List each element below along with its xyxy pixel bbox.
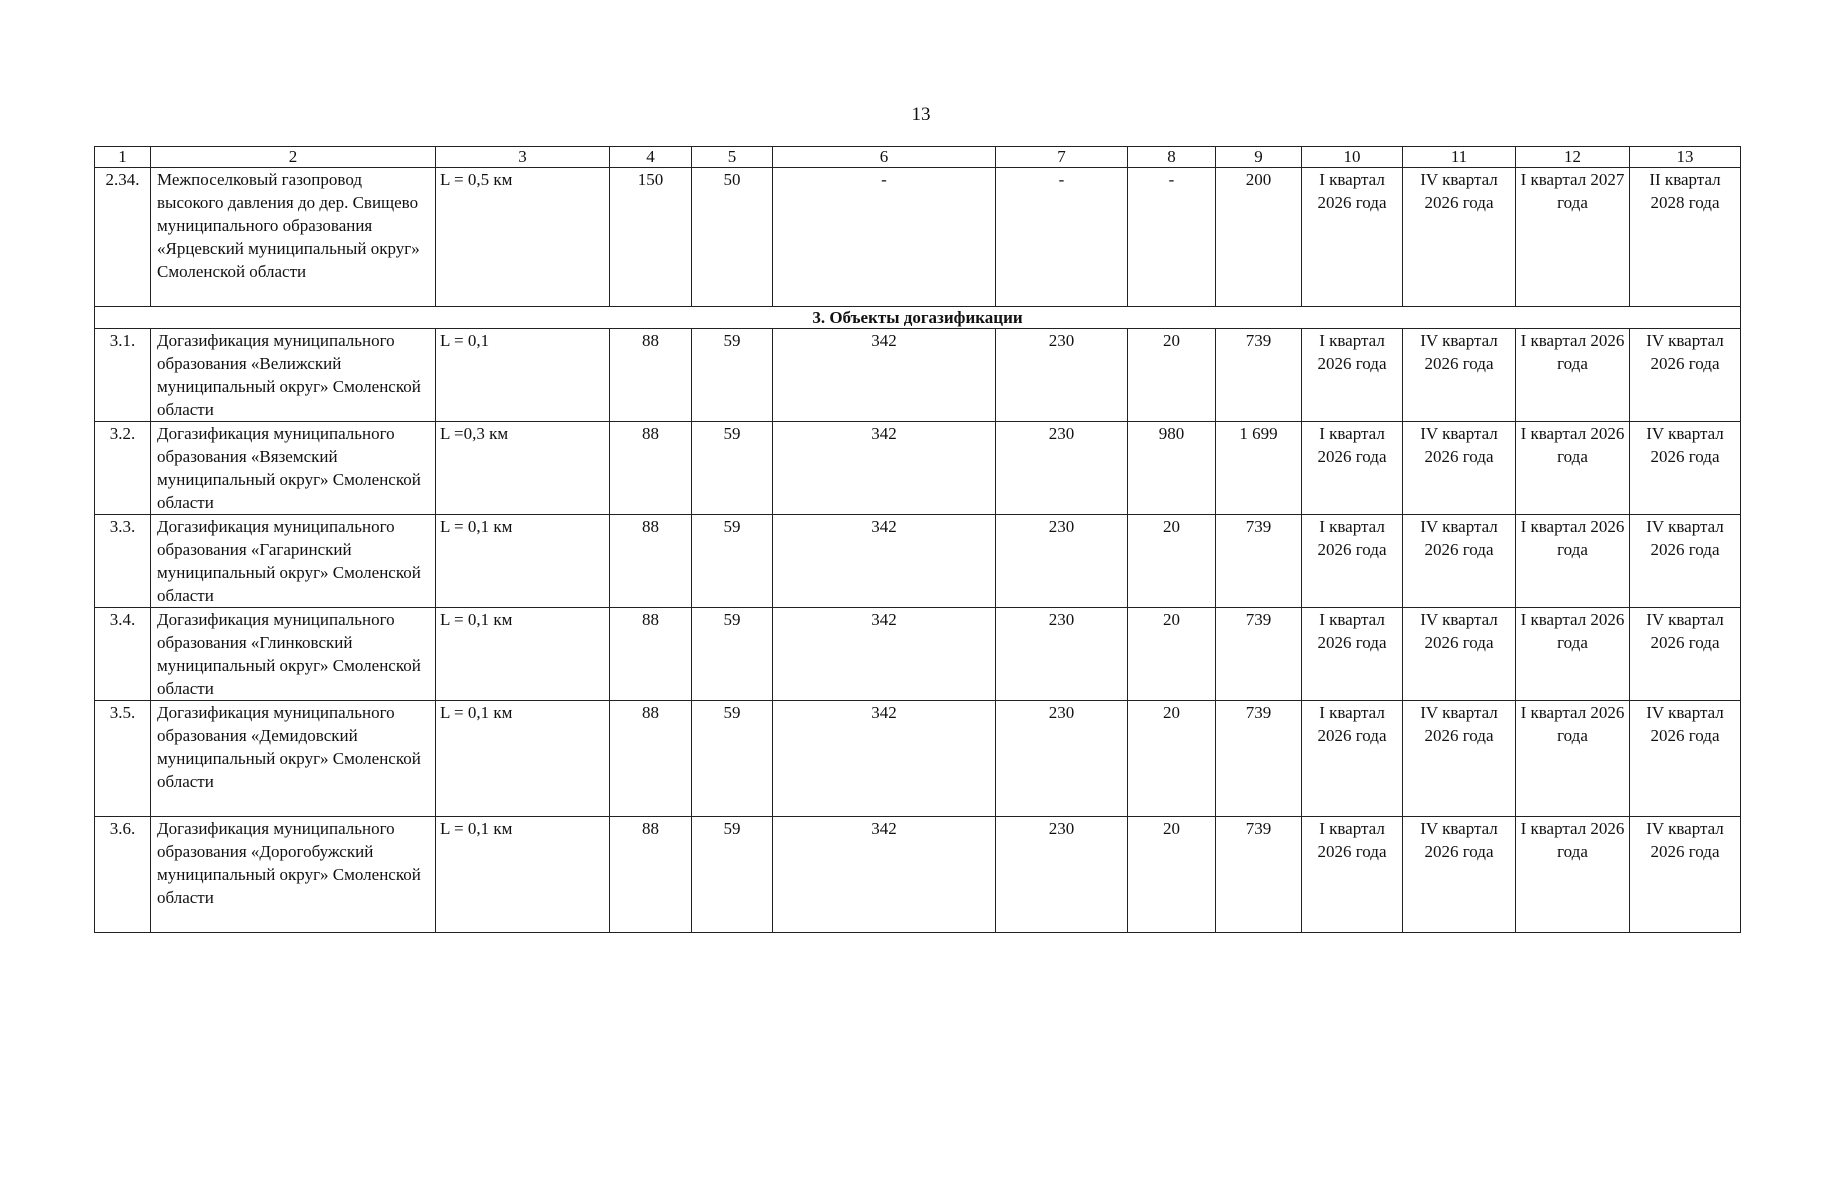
quarter-cell: IV квартал 2026 года bbox=[1630, 701, 1741, 817]
cell-value: 230 bbox=[996, 608, 1128, 701]
row-number: 2.34. bbox=[95, 168, 151, 307]
column-number: 7 bbox=[996, 147, 1128, 168]
object-name: Догазификация муниципального образования «Велижский муниципальный округ» Смоленской области bbox=[151, 329, 436, 422]
cell-value: 342 bbox=[773, 422, 996, 515]
quarter-cell: IV квартал 2026 года bbox=[1403, 329, 1516, 422]
column-number: 11 bbox=[1403, 147, 1516, 168]
cell-value: 200 bbox=[1216, 168, 1302, 307]
cell-value: - bbox=[1128, 168, 1216, 307]
column-number: 4 bbox=[610, 147, 692, 168]
quarter-cell: I квартал 2026 года bbox=[1516, 701, 1630, 817]
cell-value: 342 bbox=[773, 515, 996, 608]
object-length: L = 0,1 км bbox=[436, 817, 610, 933]
column-number: 6 bbox=[773, 147, 996, 168]
quarter-cell: I квартал 2026 года bbox=[1516, 422, 1630, 515]
row-number: 3.5. bbox=[95, 701, 151, 817]
cell-value: 88 bbox=[610, 329, 692, 422]
quarter-cell: I квартал 2026 года bbox=[1516, 515, 1630, 608]
cell-value: 342 bbox=[773, 817, 996, 933]
object-length: L = 0,1 км bbox=[436, 701, 610, 817]
column-number: 12 bbox=[1516, 147, 1630, 168]
cell-value: 59 bbox=[692, 422, 773, 515]
cell-value: 739 bbox=[1216, 515, 1302, 608]
quarter-cell: I квартал 2026 года bbox=[1302, 608, 1403, 701]
page-number: 13 bbox=[911, 104, 931, 125]
table-row bbox=[95, 817, 1741, 933]
column-number: 5 bbox=[692, 147, 773, 168]
table-row bbox=[95, 701, 1741, 817]
quarter-cell: I квартал 2026 года bbox=[1302, 817, 1403, 933]
cell-value: 20 bbox=[1128, 608, 1216, 701]
quarter-cell: I квартал 2026 года bbox=[1302, 168, 1403, 307]
object-length: L = 0,5 км bbox=[436, 168, 610, 307]
cell-value: 230 bbox=[996, 515, 1128, 608]
object-name: Догазификация муниципального образования «Гагаринский муниципальный округ» Смоленской области bbox=[151, 515, 436, 608]
object-length: L = 0,1 км bbox=[436, 608, 610, 701]
object-name: Догазификация муниципального образования «Дорогобужский муниципальный округ» Смоленской области bbox=[151, 817, 436, 933]
cell-value: 342 bbox=[773, 608, 996, 701]
column-number: 8 bbox=[1128, 147, 1216, 168]
quarter-cell: IV квартал 2026 года bbox=[1630, 422, 1741, 515]
cell-value: 59 bbox=[692, 515, 773, 608]
cell-value: 230 bbox=[996, 329, 1128, 422]
cell-value: 88 bbox=[610, 608, 692, 701]
cell-value: 88 bbox=[610, 701, 692, 817]
cell-value: 342 bbox=[773, 701, 996, 817]
quarter-cell: IV квартал 2026 года bbox=[1630, 608, 1741, 701]
column-number: 9 bbox=[1216, 147, 1302, 168]
row-number: 3.1. bbox=[95, 329, 151, 422]
object-length: L = 0,1 bbox=[436, 329, 610, 422]
quarter-cell: IV квартал 2026 года bbox=[1630, 817, 1741, 933]
cell-value: 88 bbox=[610, 515, 692, 608]
object-name: Догазификация муниципального образования «Демидовский муниципальный округ» Смоленской области bbox=[151, 701, 436, 817]
column-number: 3 bbox=[436, 147, 610, 168]
object-name: Межпоселковый газопровод высокого давления до дер. Свищево муниципального образования «Ярцевский муниципальный округ» Смоленской области bbox=[151, 168, 436, 307]
quarter-cell: IV квартал 2026 года bbox=[1403, 422, 1516, 515]
cell-value: 50 bbox=[692, 168, 773, 307]
quarter-cell: I квартал 2026 года bbox=[1302, 515, 1403, 608]
quarter-cell: IV квартал 2026 года bbox=[1403, 168, 1516, 307]
cell-value: 59 bbox=[692, 329, 773, 422]
column-number-row bbox=[95, 147, 1741, 168]
table-row bbox=[95, 515, 1741, 608]
column-number: 1 bbox=[95, 147, 151, 168]
row-number: 3.4. bbox=[95, 608, 151, 701]
cell-value: 20 bbox=[1128, 701, 1216, 817]
cell-value: 150 bbox=[610, 168, 692, 307]
quarter-cell: IV квартал 2026 года bbox=[1403, 608, 1516, 701]
cell-value: 59 bbox=[692, 608, 773, 701]
quarter-cell: I квартал 2026 года bbox=[1516, 329, 1630, 422]
row-number: 3.3. bbox=[95, 515, 151, 608]
cell-value: 88 bbox=[610, 817, 692, 933]
row-number: 3.2. bbox=[95, 422, 151, 515]
quarter-cell: I квартал 2026 года bbox=[1302, 701, 1403, 817]
cell-value: 739 bbox=[1216, 329, 1302, 422]
column-number: 2 bbox=[151, 147, 436, 168]
cell-value: - bbox=[773, 168, 996, 307]
quarter-cell: II квартал 2028 года bbox=[1630, 168, 1741, 307]
cell-value: 20 bbox=[1128, 515, 1216, 608]
object-length: L = 0,1 км bbox=[436, 515, 610, 608]
cell-value: 20 bbox=[1128, 329, 1216, 422]
cell-value: 1 699 bbox=[1216, 422, 1302, 515]
cell-value: 88 bbox=[610, 422, 692, 515]
quarter-cell: I квартал 2026 года bbox=[1302, 329, 1403, 422]
quarter-cell: IV квартал 2026 года bbox=[1403, 515, 1516, 608]
quarter-cell: I квартал 2027 года bbox=[1516, 168, 1630, 307]
cell-value: 230 bbox=[996, 422, 1128, 515]
table-row bbox=[95, 608, 1741, 701]
cell-value: 20 bbox=[1128, 817, 1216, 933]
cell-value: 230 bbox=[996, 817, 1128, 933]
row-number: 3.6. bbox=[95, 817, 151, 933]
cell-value: 230 bbox=[996, 701, 1128, 817]
column-number: 10 bbox=[1302, 147, 1403, 168]
cell-value: 980 bbox=[1128, 422, 1216, 515]
quarter-cell: IV квартал 2026 года bbox=[1403, 817, 1516, 933]
object-name: Догазификация муниципального образования «Вяземский муниципальный округ» Смоленской области bbox=[151, 422, 436, 515]
cell-value: 739 bbox=[1216, 701, 1302, 817]
quarter-cell: IV квартал 2026 года bbox=[1403, 701, 1516, 817]
table-row bbox=[95, 168, 1741, 307]
quarter-cell: IV квартал 2026 года bbox=[1630, 329, 1741, 422]
document-table-wrapper bbox=[94, 146, 1724, 933]
object-name: Догазификация муниципального образования «Глинковский муниципальный округ» Смоленской области bbox=[151, 608, 436, 701]
cell-value: 739 bbox=[1216, 817, 1302, 933]
section-title: 3. Объекты догазификации bbox=[95, 307, 1741, 329]
cell-value: - bbox=[996, 168, 1128, 307]
cell-value: 342 bbox=[773, 329, 996, 422]
object-length: L =0,3 км bbox=[436, 422, 610, 515]
section-header-row bbox=[95, 307, 1741, 329]
column-number: 13 bbox=[1630, 147, 1741, 168]
table-row bbox=[95, 422, 1741, 515]
gasification-objects-table bbox=[94, 146, 1741, 933]
table-row bbox=[95, 329, 1741, 422]
cell-value: 59 bbox=[692, 817, 773, 933]
quarter-cell: I квартал 2026 года bbox=[1302, 422, 1403, 515]
quarter-cell: I квартал 2026 года bbox=[1516, 608, 1630, 701]
quarter-cell: IV квартал 2026 года bbox=[1630, 515, 1741, 608]
cell-value: 59 bbox=[692, 701, 773, 817]
quarter-cell: I квартал 2026 года bbox=[1516, 817, 1630, 933]
cell-value: 739 bbox=[1216, 608, 1302, 701]
